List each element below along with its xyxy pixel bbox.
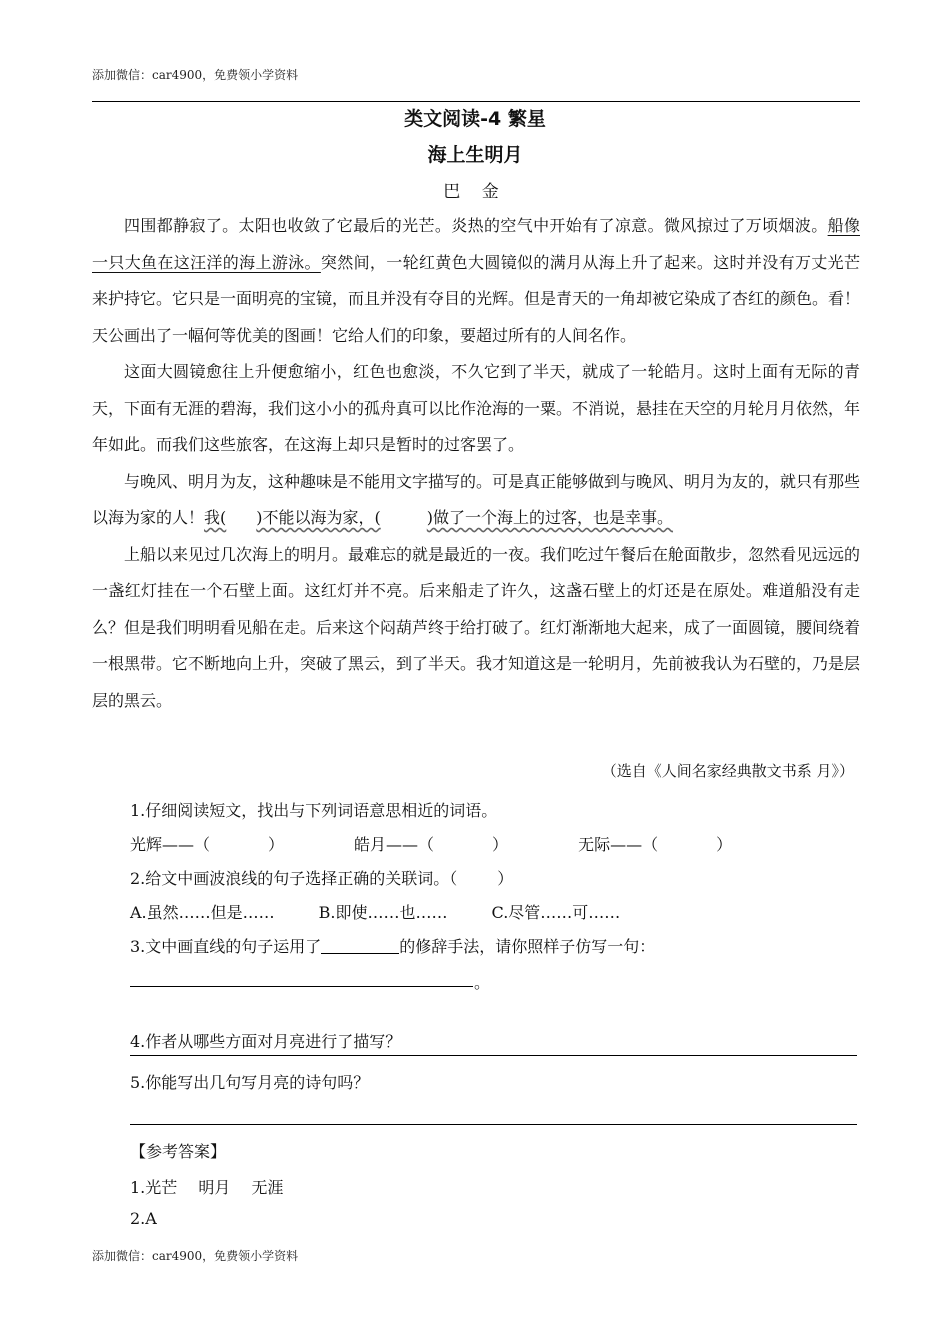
option-a: A.虽然……但是…… <box>130 903 275 922</box>
question-2: 2.给文中画波浪线的句子选择正确的关联词。（ ） <box>130 869 514 888</box>
answer-line-3[interactable] <box>130 986 473 987</box>
answer-line-5[interactable] <box>130 1124 857 1125</box>
header-rule <box>92 101 860 102</box>
questions <box>130 794 860 964</box>
page-footer: 添加微信：car4900，免费领小学资料 <box>92 1249 299 1263</box>
paragraph-4: 上船以来见过几次海上的明月。最难忘的就是最近的一夜。我们吃过午餐后在舱面散步，忽然看见远远的一盏红灯挂在一个石壁上面。这红灯并不亮。后来船走了许久，这盏石壁上的灯还是在原处。难道船没有走么？但是我们明明看见船在走。后来这个闷葫芦终于给打破了。红灯渐渐地大起来，成了一面圆镜，腰间绕着一根黑带。它不断地向上升，突破了黑云，到了半天。我才知道这是一轮明月，先前被我认为石壁的，乃是层层的黑云。 <box>92 544 861 710</box>
question-5: 5.你能写出几句写月亮的诗句吗？ <box>130 1073 370 1092</box>
option-b: B.即使……也…… <box>318 903 448 922</box>
option-c: C.尽管……可…… <box>491 903 621 922</box>
answer-2: 2.A <box>130 1209 157 1228</box>
article-author: 巴 金 <box>443 182 507 202</box>
answer-1: 1.光芒 明月 无涯 <box>130 1178 284 1197</box>
paragraph-1: 四围都静寂了。太阳也收敛了它最后的光芒。炎热的空气中开始有了凉意。微风掠过了万顷烟波。船像一只大鱼在这汪洋的海上游泳。突然间，一轮红黄色大圆镜似的满月从海上升了起来。这时并没有万丈光芒来护持它。它只是一面明亮的宝镜，而且并没有夺目的光辉。但是青天的一角却被它染成了杏红的颜色。看！天公画出了一幅何等优美的图画！它给人们的印象，要超过所有的人间名作。 <box>92 216 861 345</box>
article-source: （选自《人间名家经典散文书系 月》） <box>601 762 854 780</box>
answer-blank[interactable] <box>321 935 399 954</box>
question-4: 4.作者从哪些方面对月亮进行了描写？ <box>130 1032 402 1051</box>
article-body <box>92 208 860 719</box>
answers-heading: 【参考答案】 <box>130 1142 227 1161</box>
page-header: 添加微信：car4900，免费领小学资料 <box>92 68 299 82</box>
question-2-options <box>130 896 860 930</box>
answer-line-4[interactable] <box>130 1055 857 1056</box>
paragraph-3: 与晚风、明月为友，这种趣味是不能用文字描写的。可是真正能够做到与晚风、明月为友的，就只有那些以海为家的人！我( )不能以海为家，( )做了一个海上的过客，也是幸事。 <box>92 471 861 527</box>
question-3: 3.文中画直线的句子运用了 的修辞手法，请你照样子仿写一句： <box>130 937 656 956</box>
wavy-sentence: 我( )不能以海为家，( )做了一个海上的过客，也是幸事。 <box>204 508 674 527</box>
article-title: 海上生明月 <box>427 144 523 166</box>
page-title: 类文阅读-4 繁星 <box>404 108 546 130</box>
question-1: 1.仔细阅读短文，找出与下列词语意思相近的词语。 <box>130 801 498 820</box>
paragraph-2: 这面大圆镜愈往上升便愈缩小，红色也愈淡，不久它到了半天，就成了一轮皓月。这时上面有无际的青天，下面有无涯的碧海，我们这小小的孤舟真可以比作沧海的一粟。不消说，悬挂在天空的月轮月月依然，年年如此。而我们这些旅客，在这海上却只是暂时的过客罢了。 <box>92 362 861 454</box>
question-1-terms: 光辉——（ ） 皓月——（ ） 无际——（ ） <box>130 835 733 854</box>
underlined-sentence: 船像一只大鱼在这汪洋的海上游泳。 <box>92 216 860 272</box>
